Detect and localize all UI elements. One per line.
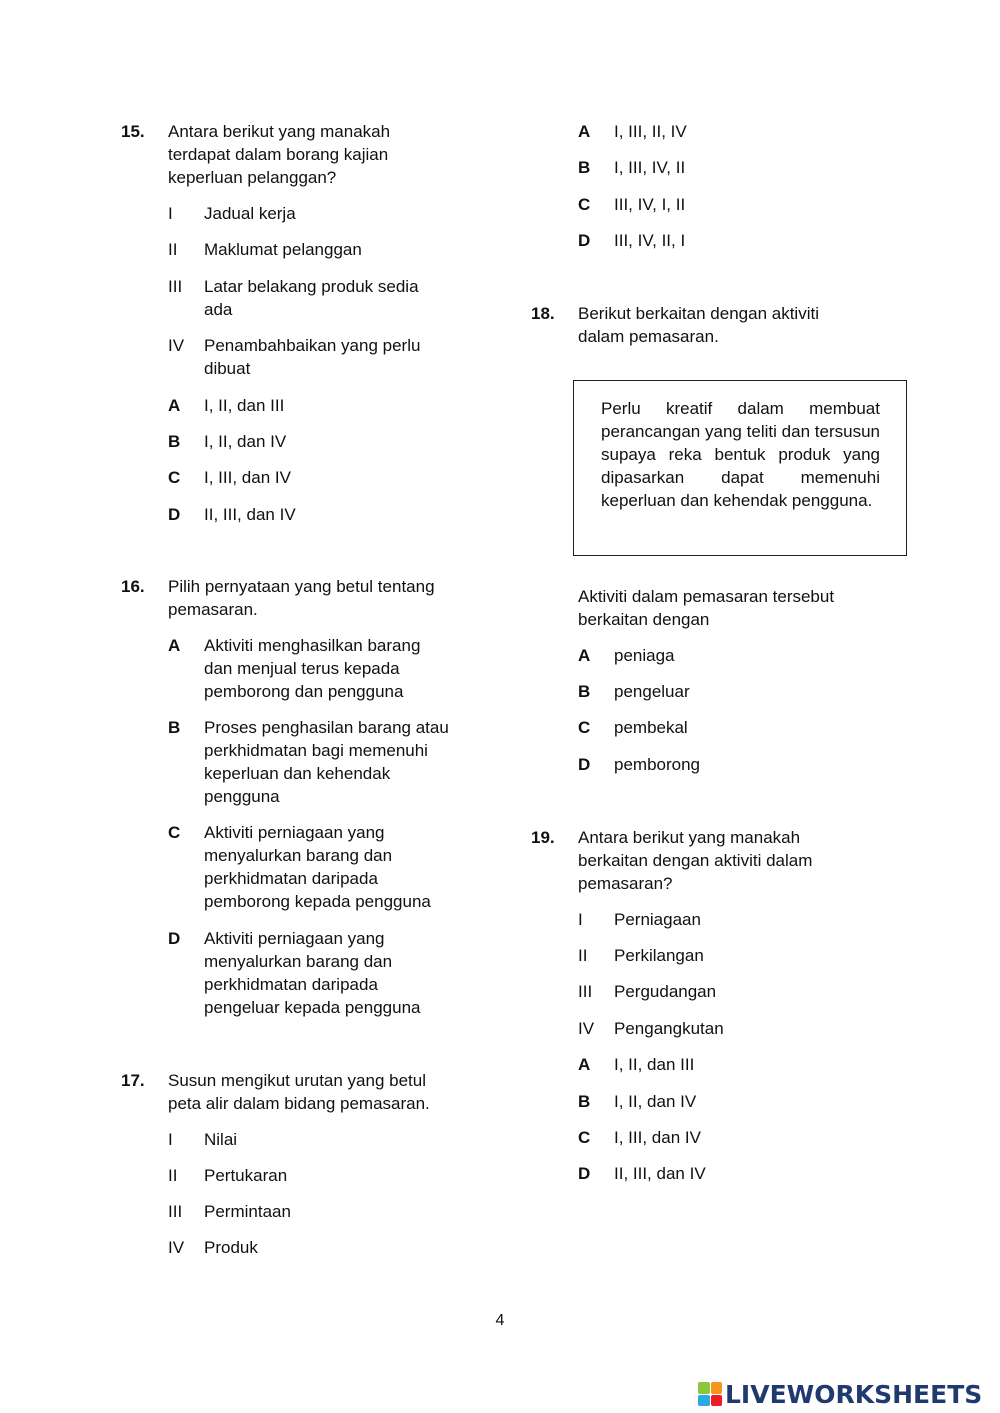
q15-option-text: I, III, dan IV — [204, 468, 291, 487]
q18-followup — [578, 585, 834, 631]
q19-option-label: A — [578, 1055, 591, 1074]
q19-item-label: I — [578, 910, 583, 929]
q19-item-text: Pengangkutan — [614, 1019, 724, 1038]
q16-option-text — [204, 821, 431, 913]
q19-number: 19. — [531, 828, 555, 847]
q15-option-label: C — [168, 468, 181, 487]
q16-option-line: Proses penghasilan barang atau — [204, 718, 449, 737]
q16-option-line: pengeluar kepada pengguna — [204, 998, 421, 1017]
q18-option-label: D — [578, 755, 591, 774]
q19-option-text: II, III, dan IV — [614, 1164, 706, 1183]
q17-option-label: D — [578, 231, 591, 250]
q18-option-text: pembekal — [614, 718, 688, 737]
q17-option-text: I, III, II, IV — [614, 122, 687, 141]
q19-text-line: berkaitan dengan aktiviti dalam — [578, 851, 813, 870]
q17-item-label: I — [168, 1130, 173, 1149]
q18-option-text: pengeluar — [614, 682, 690, 701]
q16-option-line: perkhidmatan bagi memenuhi — [204, 741, 428, 760]
q19-item-text: Pergudangan — [614, 982, 717, 1001]
q19-item-label: III — [578, 982, 593, 1001]
q17-text-line: Susun mengikut urutan yang betul — [168, 1071, 427, 1090]
q15-item-label: III — [168, 277, 183, 296]
q19-option-text: I, III, dan IV — [614, 1128, 701, 1147]
q16-text-line: pemasaran. — [168, 600, 258, 619]
q17-option-label: A — [578, 122, 591, 141]
q15-option-text: II, III, dan IV — [204, 505, 296, 524]
q17-option-text: III, IV, I, II — [614, 195, 686, 214]
q15-item-text: Maklumat pelanggan — [204, 240, 362, 259]
q15-item-text — [204, 275, 419, 321]
q18-option-label: B — [578, 682, 591, 701]
q17-item-label: III — [168, 1202, 183, 1221]
q15-option-label: D — [168, 505, 181, 524]
q15-option-text: I, II, dan IV — [204, 432, 287, 451]
q19-text — [578, 826, 812, 895]
liveworksheets-logo-icon — [698, 1382, 722, 1406]
q15-item-text — [204, 334, 420, 380]
q18-number: 18. — [531, 304, 555, 323]
q17-item-text: Pertukaran — [204, 1166, 288, 1185]
q16-option-label: B — [168, 718, 181, 737]
q17-option-label: B — [578, 158, 591, 177]
q16-option-line: dan menjual terus kepada — [204, 659, 400, 678]
q15-item-line: Latar belakang produk sedia — [204, 277, 419, 296]
q15-item-line: dibuat — [204, 359, 251, 378]
q17-item-text: Produk — [204, 1238, 258, 1257]
q17-item-label: IV — [168, 1238, 185, 1257]
q17-number: 17. — [121, 1071, 145, 1090]
q15-text-line: keperluan pelanggan? — [168, 168, 337, 187]
q15-text-line: Antara berikut yang manakah — [168, 122, 391, 141]
liveworksheets-watermark[interactable] — [698, 1378, 982, 1410]
q17-item-text: Permintaan — [204, 1202, 291, 1221]
q16-option-text — [204, 716, 449, 808]
q16-option-line: perkhidmatan daripada — [204, 869, 378, 888]
q19-item-label: II — [578, 946, 588, 965]
q19-option-label: B — [578, 1092, 591, 1111]
q18-stimulus-text: Perlu kreatif dalam membuat perancangan yang teliti dan tersusun supaya reka bentuk produk yang dipasarkan dapat memenuhi keperluan dan kehendak pengguna. — [601, 399, 880, 510]
q16-option-text — [204, 927, 420, 1019]
q16-option-line: keperluan dan kehendak — [204, 764, 391, 783]
q16-option-line: Aktiviti perniagaan yang — [204, 929, 385, 948]
brand-name: LIVEWORKSHEETS — [725, 1379, 983, 1409]
q16-option-line: pemborong dan pengguna — [204, 682, 404, 701]
q16-option-line: menyalurkan barang dan — [204, 952, 393, 971]
q19-text-line: Antara berikut yang manakah — [578, 828, 801, 847]
q17-option-text: III, IV, II, I — [614, 231, 686, 250]
q16-option-label: D — [168, 929, 181, 948]
q15-number: 15. — [121, 122, 145, 141]
q16-option-line: perkhidmatan daripada — [204, 975, 378, 994]
q16-option-line: pengguna — [204, 787, 280, 806]
q16-option-label: C — [168, 823, 181, 842]
q18-text-line: Berikut berkaitan dengan aktiviti — [578, 304, 819, 323]
q18-option-text: pemborong — [614, 755, 701, 774]
q16-text-line: Pilih pernyataan yang betul tentang — [168, 577, 435, 596]
q18-text-line: dalam pemasaran. — [578, 327, 719, 346]
q16-option-label: A — [168, 636, 181, 655]
q16-option-line: Aktiviti perniagaan yang — [204, 823, 385, 842]
q19-text-line: pemasaran? — [578, 874, 673, 893]
page-number: 4 — [495, 1312, 505, 1329]
q15-option-label: A — [168, 396, 181, 415]
q17-text-line: peta alir dalam bidang pemasaran. — [168, 1094, 430, 1113]
q17-option-text: I, III, IV, II — [614, 158, 686, 177]
q16-option-text — [204, 634, 420, 703]
q17-item-label: II — [168, 1166, 178, 1185]
q15-item-line: Penambahbaikan yang perlu — [204, 336, 421, 355]
q15-option-label: B — [168, 432, 181, 451]
q16-text — [168, 575, 435, 621]
q17-item-text: Nilai — [204, 1130, 238, 1149]
q17-text — [168, 1069, 430, 1115]
q18-option-label: A — [578, 646, 591, 665]
q19-option-label: C — [578, 1128, 591, 1147]
q15-item-label: II — [168, 240, 178, 259]
q18-followup-line: Aktiviti dalam pemasaran tersebut — [578, 587, 835, 606]
q18-followup-line: berkaitan dengan — [578, 610, 710, 629]
q15-item-label: IV — [168, 336, 185, 355]
q19-option-label: D — [578, 1164, 591, 1183]
q15-text-line: terdapat dalam borang kajian — [168, 145, 389, 164]
q16-option-line: menyalurkan barang dan — [204, 846, 393, 865]
q15-item-label: I — [168, 204, 173, 223]
q18-option-text: peniaga — [614, 646, 675, 665]
q15-item-line: ada — [204, 300, 233, 319]
q17-option-label: C — [578, 195, 591, 214]
q19-option-text: I, II, dan IV — [614, 1092, 697, 1111]
q15-text — [168, 120, 390, 189]
q15-item-text: Jadual kerja — [204, 204, 296, 223]
q19-option-text: I, II, dan III — [614, 1055, 695, 1074]
q15-option-text: I, II, dan III — [204, 396, 285, 415]
q18-text — [578, 302, 819, 348]
q16-number: 16. — [121, 577, 145, 596]
q19-item-label: IV — [578, 1019, 595, 1038]
q16-option-line: Aktiviti menghasilkan barang — [204, 636, 421, 655]
q19-item-text: Perkilangan — [614, 946, 704, 965]
q16-option-line: pemborong kepada pengguna — [204, 892, 431, 911]
q19-item-text: Perniagaan — [614, 910, 701, 929]
q18-option-label: C — [578, 718, 591, 737]
